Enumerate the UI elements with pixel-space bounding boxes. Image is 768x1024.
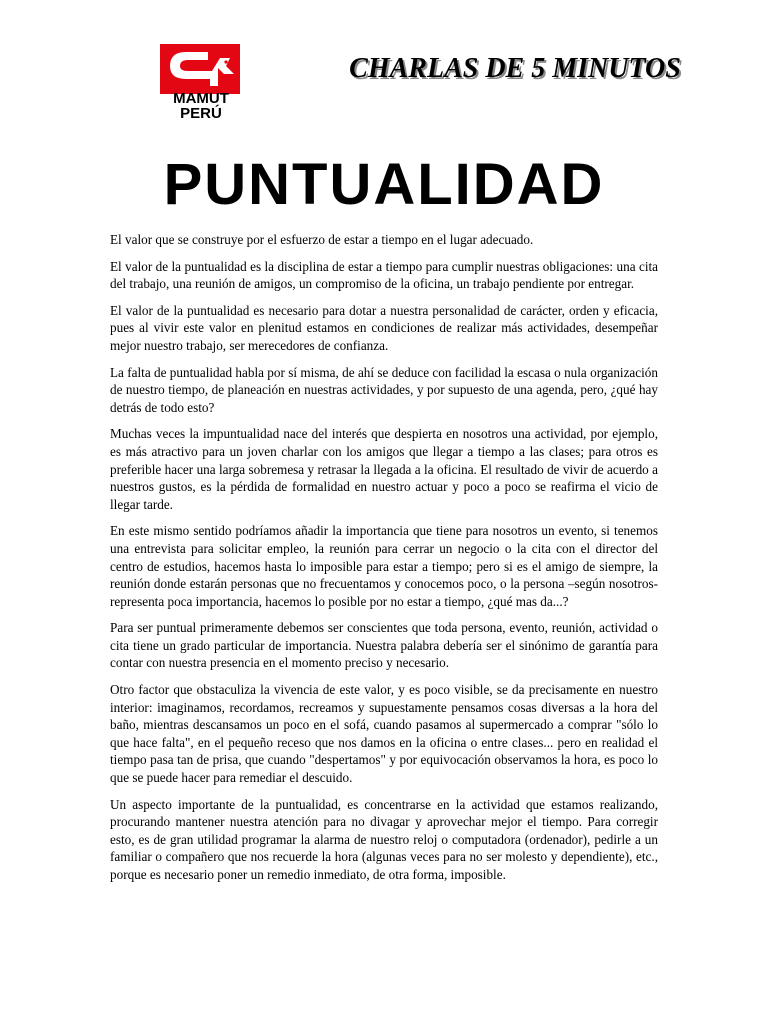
logo-text-line1: MAMUT (173, 90, 229, 107)
document-body (110, 231, 658, 893)
mamut-peru-logo-icon (160, 44, 240, 94)
paragraph-7: Para ser puntual primeramente debemos ser conscientes que toda persona, evento, reunión, actividad o cita tiene un grado particular de importancia. Nuestra palabra debería ser el sinónimo de garantía para contar con nuestra presencia en el momento preciso y necesario. (110, 620, 658, 671)
paragraph-3: El valor de la puntualidad es necesario para dotar a nuestra personalidad de carácter, orden y eficacia, pues al vivir este valor en plenitud estamos en condiciones de realizar más actividades, desempeñar mejor nuestro trabajo, ser merecedores de confianza. (110, 302, 658, 353)
paragraph-9: Un aspecto importante de la puntualidad, es concentrarse en la actividad que estamos realizando, procurando mantener nuestra atención para no divagar y aprovechar mejor el tiempo. Para corregir esto, es de gran utilidad programar la alarma de nuestro reloj o computadora (ordenador), pedirle a un familiar o compañero que nos recuerde la hora (algunas veces para no ser molesto y dependiente), etc., porque es necesario poner un remedio inmediato, de otra forma, imposible. (110, 796, 658, 882)
logo-text-line2: PERÚ (180, 105, 222, 122)
paragraph-2: El valor de la puntualidad es la disciplina de estar a tiempo para cumplir nuestras obligaciones: una cita del trabajo, una reunión de amigos, un compromiso de la oficina, un trabajo pendiente por entregar. (110, 258, 658, 292)
paragraph-6: En este mismo sentido podríamos añadir la importancia que tiene para nosotros un evento, si tenemos una entrevista para solicitar empleo, la reunión para cerrar un negocio o la cita con el director del centro de estudios, hacemos hasta lo imposible para estar a tiempo; pero si es el amigo de siempre, la reunión donde estarán personas que no frecuentamos y conocemos poco, o la persona –según nosotros- representa poca importancia, hacemos lo posible por no estar a tiempo, ¿qué mas da...? (110, 523, 658, 609)
paragraph-5: Muchas veces la impuntualidad nace del interés que despierta en nosotros una actividad, por ejemplo, es más atractivo para un joven charlar con los amigos que llegar a tiempo a las clases; para otros es preferible hacer una larga sobremesa y retrasar la llegada a la oficina. El resultado de vivir de acuerdo a nuestros gustos, es la pérdida de formalidad en nuestro actuar y poco a poco se reafirma el vicio de llegar tarde. (110, 426, 658, 512)
header-title: CHARLAS DE 5 MINUTOS (349, 53, 681, 84)
paragraph-4: La falta de puntualidad habla por sí misma, de ahí se deduce con facilidad la escasa o nula organización de nuestro tiempo, de planeación en nuestras actividades, y por supuesto de una agenda, pero, ¿qué hay detrás de todo esto? (110, 364, 658, 415)
document-title: PUNTUALIDAD (163, 152, 605, 217)
paragraph-8: Otro factor que obstaculiza la vivencia de este valor, y es poco visible, se da precisamente en nuestro interior: imaginamos, recordamos, recreamos y supuestamente pensamos cosas diversas a la hora del baño, mientras descansamos un poco en el sofá, cuando pasamos al supermercado a comprar "sólo lo que hace falta", en el pequeño receso que nos damos en la oficina o entre clases... pero en realidad el tiempo pasa tan de prisa, que cuando "despertamos" y por equivocación observamos la hora, es poco lo que se puede hacer para remediar el descuido. (110, 682, 658, 786)
paragraph-1: El valor que se construye por el esfuerzo de estar a tiempo en el lugar adecuado. (110, 232, 534, 247)
company-logo (148, 44, 254, 126)
